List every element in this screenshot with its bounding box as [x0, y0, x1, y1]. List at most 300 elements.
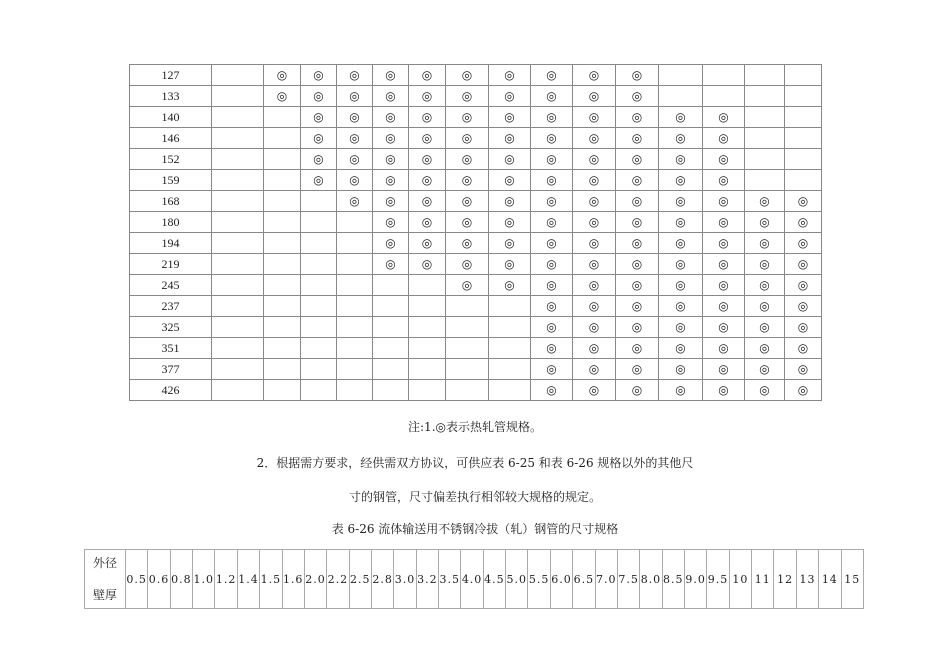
double-circle-icon: ◎ [797, 383, 809, 397]
spec-mark-cell [489, 65, 531, 86]
hot-rolled-size-table [129, 64, 822, 401]
double-circle-icon: ◎ [461, 257, 473, 271]
spec-mark-cell [573, 65, 616, 86]
double-circle-icon: ◎ [385, 194, 396, 208]
empty-cell [301, 338, 337, 359]
double-circle-icon: ◎ [504, 110, 515, 124]
empty-cell [409, 317, 446, 338]
empty-cell [264, 317, 301, 338]
double-circle-icon: ◎ [461, 68, 473, 82]
spec-mark-cell [616, 86, 659, 107]
empty-cell [264, 254, 301, 275]
double-circle-icon: ◎ [385, 257, 396, 271]
thickness-header-cell: 13 [796, 550, 818, 609]
empty-cell [264, 149, 301, 170]
thickness-header-cell: 1.2 [215, 550, 237, 609]
spec-mark-cell [745, 212, 785, 233]
spec-mark-cell [373, 233, 409, 254]
table-row [130, 338, 822, 359]
spec-mark-cell [489, 107, 531, 128]
double-circle-icon: ◎ [631, 257, 643, 271]
double-circle-icon: ◎ [546, 236, 557, 250]
spec-mark-cell [703, 317, 745, 338]
outer-diameter-cell: 426 [130, 380, 212, 401]
empty-cell [489, 380, 531, 401]
spec-mark-cell [337, 86, 373, 107]
empty-cell [212, 65, 264, 86]
double-circle-icon: ◎ [759, 278, 770, 292]
spec-mark-cell [531, 254, 573, 275]
double-circle-icon: ◎ [759, 299, 770, 313]
empty-cell [337, 212, 373, 233]
spec-mark-cell [531, 317, 573, 338]
empty-cell [446, 359, 489, 380]
empty-cell [264, 128, 301, 149]
spec-mark-cell [659, 149, 703, 170]
double-circle-icon: ◎ [759, 257, 770, 271]
double-circle-icon: ◎ [675, 320, 686, 334]
spec-mark-cell [573, 212, 616, 233]
double-circle-icon: ◎ [718, 257, 729, 271]
spec-mark-cell [373, 212, 409, 233]
empty-cell [212, 317, 264, 338]
spec-mark-cell [531, 191, 573, 212]
double-circle-icon: ◎ [675, 110, 686, 124]
double-circle-icon: ◎ [349, 89, 360, 103]
table-row [130, 380, 822, 401]
spec-mark-cell [531, 359, 573, 380]
thickness-header-cell: 11 [752, 550, 774, 609]
double-circle-icon: ◎ [718, 362, 729, 376]
spec-mark-cell [616, 170, 659, 191]
double-circle-icon: ◎ [797, 215, 809, 229]
spec-mark-cell [616, 359, 659, 380]
empty-cell [337, 317, 373, 338]
double-circle-icon: ◎ [385, 68, 396, 82]
empty-cell [264, 359, 301, 380]
thickness-header-cell: 7.5 [617, 550, 639, 609]
empty-cell [489, 317, 531, 338]
spec-mark-cell [489, 191, 531, 212]
spec-mark-cell [785, 275, 822, 296]
outer-diameter-cell: 140 [130, 107, 212, 128]
empty-cell [489, 296, 531, 317]
spec-mark-cell [531, 275, 573, 296]
double-circle-icon: ◎ [313, 152, 324, 166]
spec-mark-cell [409, 128, 446, 149]
spec-mark-cell [337, 65, 373, 86]
header-thickness-label: 壁厚 [92, 588, 117, 602]
double-circle-icon: ◎ [504, 131, 515, 145]
thickness-header-cell: 2.5 [349, 550, 371, 609]
double-circle-icon: ◎ [461, 278, 473, 292]
double-circle-icon: ◎ [631, 362, 643, 376]
spec-mark-cell [616, 317, 659, 338]
double-circle-icon: ◎ [588, 110, 600, 124]
double-circle-icon: ◎ [718, 110, 729, 124]
double-circle-icon: ◎ [546, 173, 557, 187]
spec-mark-cell [264, 65, 301, 86]
double-circle-icon: ◎ [588, 68, 600, 82]
spec-mark-cell [573, 359, 616, 380]
empty-cell [745, 170, 785, 191]
spec-mark-cell [745, 380, 785, 401]
double-circle-icon: ◎ [421, 173, 433, 187]
empty-cell [301, 317, 337, 338]
double-circle-icon: ◎ [546, 215, 557, 229]
double-circle-icon: ◎ [546, 341, 557, 355]
spec-mark-cell [745, 254, 785, 275]
spec-mark-cell [659, 359, 703, 380]
empty-cell [301, 212, 337, 233]
spec-mark-cell [337, 128, 373, 149]
double-circle-icon: ◎ [631, 152, 643, 166]
double-circle-icon: ◎ [546, 362, 557, 376]
double-circle-icon: ◎ [631, 341, 643, 355]
thickness-header-cell: 14 [819, 550, 841, 609]
spec-mark-cell [409, 170, 446, 191]
empty-cell [446, 317, 489, 338]
spec-mark-cell [573, 317, 616, 338]
empty-cell [301, 296, 337, 317]
table-row [130, 233, 822, 254]
empty-cell [212, 338, 264, 359]
outer-diameter-cell: 237 [130, 296, 212, 317]
empty-cell [264, 107, 301, 128]
thickness-header-cell: 8.0 [640, 550, 662, 609]
spec-mark-cell [703, 170, 745, 191]
outer-diameter-cell: 159 [130, 170, 212, 191]
thickness-header-cell: 8.5 [662, 550, 684, 609]
double-circle-icon: ◎ [718, 194, 729, 208]
spec-mark-cell [409, 233, 446, 254]
double-circle-icon: ◎ [461, 215, 473, 229]
double-circle-icon: ◎ [631, 194, 643, 208]
double-circle-icon: ◎ [588, 173, 600, 187]
spec-mark-cell [489, 86, 531, 107]
spec-mark-cell [446, 254, 489, 275]
spec-mark-cell [531, 107, 573, 128]
spec-mark-cell [531, 338, 573, 359]
double-circle-icon: ◎ [504, 68, 515, 82]
double-circle-icon: ◎ [313, 110, 324, 124]
thickness-header-cell: 0.5 [126, 550, 148, 609]
spec-mark-cell [446, 233, 489, 254]
spec-mark-cell [616, 191, 659, 212]
empty-cell [264, 191, 301, 212]
empty-cell [337, 254, 373, 275]
empty-cell [301, 254, 337, 275]
spec-mark-cell [264, 86, 301, 107]
outer-diameter-cell: 146 [130, 128, 212, 149]
spec-mark-cell [616, 338, 659, 359]
spec-mark-cell [745, 233, 785, 254]
double-circle-icon: ◎ [546, 299, 557, 313]
spec-mark-cell [616, 65, 659, 86]
thickness-header-cell: 5.0 [506, 550, 528, 609]
double-circle-icon: ◎ [421, 89, 433, 103]
double-circle-icon: ◎ [759, 362, 770, 376]
double-circle-icon: ◎ [797, 299, 809, 313]
empty-cell [785, 65, 822, 86]
double-circle-icon: ◎ [759, 236, 770, 250]
spec-mark-cell [373, 191, 409, 212]
outer-diameter-cell: 168 [130, 191, 212, 212]
empty-cell [212, 191, 264, 212]
thickness-header-cell: 1.4 [237, 550, 259, 609]
empty-cell [409, 338, 446, 359]
thickness-header-cell: 0.6 [148, 550, 170, 609]
double-circle-icon: ◎ [797, 341, 809, 355]
spec-mark-cell [531, 170, 573, 191]
spec-mark-cell [446, 149, 489, 170]
double-circle-icon: ◎ [546, 383, 557, 397]
spec-mark-cell [573, 128, 616, 149]
table-row [130, 65, 822, 86]
double-circle-icon: ◎ [546, 152, 557, 166]
spec-mark-cell [489, 233, 531, 254]
table-row [130, 359, 822, 380]
double-circle-icon: ◎ [588, 362, 600, 376]
spec-mark-cell [616, 254, 659, 275]
note-1: 注:1.◎表示热轧管规格。 [408, 420, 542, 434]
spec-mark-cell [531, 86, 573, 107]
double-circle-icon: ◎ [797, 257, 809, 271]
spec-mark-cell [301, 65, 337, 86]
empty-cell [212, 296, 264, 317]
double-circle-icon: ◎ [504, 173, 515, 187]
double-circle-icon: ◎ [504, 236, 515, 250]
spec-mark-cell [573, 170, 616, 191]
outer-diameter-cell: 180 [130, 212, 212, 233]
empty-cell [745, 86, 785, 107]
double-circle-icon: ◎ [421, 257, 433, 271]
spec-mark-cell [703, 275, 745, 296]
double-circle-icon: ◎ [349, 110, 360, 124]
double-circle-icon: ◎ [631, 278, 643, 292]
spec-mark-cell [785, 359, 822, 380]
double-circle-icon: ◎ [385, 173, 396, 187]
double-circle-icon: ◎ [588, 89, 600, 103]
double-circle-icon: ◎ [588, 257, 600, 271]
spec-mark-cell [703, 359, 745, 380]
empty-cell [337, 233, 373, 254]
spec-mark-cell [337, 107, 373, 128]
double-circle-icon: ◎ [675, 341, 686, 355]
table-row [130, 254, 822, 275]
empty-cell [212, 212, 264, 233]
spec-mark-cell [703, 233, 745, 254]
double-circle-icon: ◎ [675, 152, 686, 166]
empty-cell [446, 338, 489, 359]
double-circle-icon: ◎ [588, 278, 600, 292]
thickness-header-cell: 1.6 [282, 550, 304, 609]
spec-mark-cell [446, 275, 489, 296]
double-circle-icon: ◎ [421, 152, 433, 166]
spec-mark-cell [409, 254, 446, 275]
spec-mark-cell [489, 254, 531, 275]
double-circle-icon: ◎ [588, 299, 600, 313]
double-circle-icon: ◎ [675, 257, 686, 271]
double-circle-icon: ◎ [588, 194, 600, 208]
spec-mark-cell [616, 128, 659, 149]
double-circle-icon: ◎ [385, 215, 396, 229]
double-circle-icon: ◎ [675, 278, 686, 292]
double-circle-icon: ◎ [421, 110, 433, 124]
double-circle-icon: ◎ [588, 236, 600, 250]
spec-mark-cell [659, 212, 703, 233]
spec-mark-cell [489, 212, 531, 233]
spec-mark-cell [659, 170, 703, 191]
spec-mark-cell [659, 107, 703, 128]
spec-mark-cell [616, 275, 659, 296]
empty-cell [301, 233, 337, 254]
empty-cell [264, 170, 301, 191]
spec-mark-cell [659, 338, 703, 359]
spec-mark-cell [616, 107, 659, 128]
thickness-header-cell: 5.5 [528, 550, 550, 609]
header-od-label: 外径 [92, 556, 117, 570]
empty-cell [212, 275, 264, 296]
double-circle-icon: ◎ [588, 341, 600, 355]
empty-cell [337, 359, 373, 380]
double-circle-icon: ◎ [797, 320, 809, 334]
thickness-header-cell: 3.2 [416, 550, 438, 609]
double-circle-icon: ◎ [276, 89, 288, 103]
spec-mark-cell [531, 233, 573, 254]
double-circle-icon: ◎ [675, 215, 686, 229]
spec-mark-cell [337, 170, 373, 191]
spec-mark-cell [785, 338, 822, 359]
table-row [130, 107, 822, 128]
empty-cell [785, 107, 822, 128]
double-circle-icon: ◎ [718, 173, 729, 187]
spec-mark-cell [573, 254, 616, 275]
thickness-header-cell: 12 [774, 550, 796, 609]
spec-mark-cell [573, 275, 616, 296]
spec-mark-cell [489, 149, 531, 170]
thickness-header-cell: 3.5 [439, 550, 461, 609]
double-circle-icon: ◎ [631, 236, 643, 250]
double-circle-icon: ◎ [546, 194, 557, 208]
empty-cell [301, 359, 337, 380]
double-circle-icon: ◎ [461, 173, 473, 187]
double-circle-icon: ◎ [421, 131, 433, 145]
double-circle-icon: ◎ [631, 68, 643, 82]
double-circle-icon: ◎ [797, 194, 809, 208]
thickness-header-cell: 1.0 [193, 550, 215, 609]
empty-cell [373, 338, 409, 359]
empty-cell [301, 380, 337, 401]
empty-cell [489, 359, 531, 380]
empty-cell [446, 296, 489, 317]
table-row [130, 128, 822, 149]
double-circle-icon: ◎ [718, 278, 729, 292]
double-circle-icon: ◎ [797, 362, 809, 376]
thickness-header-cell: 2.0 [304, 550, 326, 609]
double-circle-icon: ◎ [675, 383, 686, 397]
double-circle-icon: ◎ [759, 383, 770, 397]
spec-mark-cell [489, 128, 531, 149]
spec-mark-cell [745, 191, 785, 212]
double-circle-icon: ◎ [421, 194, 433, 208]
spec-mark-cell [616, 380, 659, 401]
double-circle-icon: ◎ [588, 215, 600, 229]
spec-mark-cell [573, 191, 616, 212]
spec-mark-cell [301, 170, 337, 191]
empty-cell [212, 170, 264, 191]
spec-mark-cell [301, 149, 337, 170]
table-row [130, 149, 822, 170]
empty-cell [373, 359, 409, 380]
double-circle-icon: ◎ [385, 110, 396, 124]
spec-mark-cell [373, 149, 409, 170]
double-circle-icon: ◎ [759, 320, 770, 334]
spec-mark-cell [659, 233, 703, 254]
thickness-header-cell: 10 [729, 550, 751, 609]
double-circle-icon: ◎ [675, 194, 686, 208]
thickness-header-cell: 1.5 [260, 550, 282, 609]
spec-mark-cell [703, 212, 745, 233]
outer-diameter-cell: 325 [130, 317, 212, 338]
empty-cell [373, 380, 409, 401]
spec-mark-cell [373, 170, 409, 191]
double-circle-icon: ◎ [385, 236, 396, 250]
spec-mark-cell [531, 149, 573, 170]
empty-cell [373, 275, 409, 296]
spec-mark-cell [785, 233, 822, 254]
double-circle-icon: ◎ [631, 320, 643, 334]
empty-cell [264, 296, 301, 317]
spec-mark-cell [745, 317, 785, 338]
empty-cell [212, 149, 264, 170]
empty-cell [212, 380, 264, 401]
empty-cell [745, 107, 785, 128]
table-row [130, 191, 822, 212]
table-row [130, 170, 822, 191]
spec-mark-cell [409, 149, 446, 170]
double-circle-icon: ◎ [675, 362, 686, 376]
double-circle-icon: ◎ [385, 152, 396, 166]
spec-mark-cell [745, 338, 785, 359]
double-circle-icon: ◎ [759, 341, 770, 355]
double-circle-icon: ◎ [421, 215, 433, 229]
spec-mark-cell [301, 128, 337, 149]
spec-mark-cell [616, 296, 659, 317]
double-circle-icon: ◎ [461, 194, 473, 208]
thickness-header-cell: 6.5 [573, 550, 595, 609]
double-circle-icon: ◎ [313, 173, 324, 187]
empty-cell [659, 86, 703, 107]
spec-mark-cell [703, 380, 745, 401]
table-row [130, 275, 822, 296]
empty-cell [337, 380, 373, 401]
note-2: 2．根据需方要求，经供需双方协议，可供应表 6-25 和表 6-26 规格以外的其他尺 [256, 456, 694, 470]
header-row [85, 550, 864, 609]
spec-mark-cell [573, 296, 616, 317]
double-circle-icon: ◎ [385, 89, 396, 103]
thickness-header-cell: 2.8 [371, 550, 393, 609]
spec-mark-cell [446, 86, 489, 107]
spec-mark-cell [573, 380, 616, 401]
spec-mark-cell [745, 275, 785, 296]
double-circle-icon: ◎ [631, 89, 643, 103]
empty-cell [409, 296, 446, 317]
empty-cell [745, 128, 785, 149]
spec-mark-cell [531, 65, 573, 86]
double-circle-icon: ◎ [718, 152, 729, 166]
spec-mark-cell [745, 359, 785, 380]
